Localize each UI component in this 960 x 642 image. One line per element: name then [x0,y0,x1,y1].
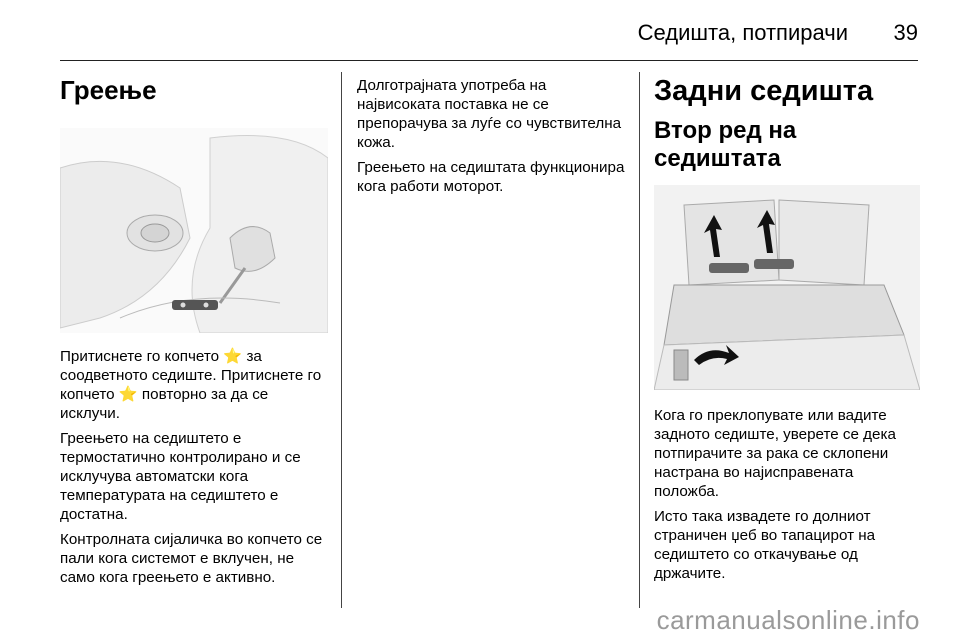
heating-paragraph-3: Контролната сијаличка во копчето се пали кога системот е вклучен, не само кога греењето е активно. [60,531,323,586]
section-heading-rear-seats: Задни седишта [654,75,874,107]
page-number: 39 [893,20,918,45]
column-divider-2 [639,72,640,608]
column-divider-1 [341,72,342,608]
heating-paragraph-2: Греењето на седиштето е термостатично контролирано и се исклучува автоматски кога температурата на седиштето е достатна. [60,430,301,523]
watermark: carmanualsonline.info [656,605,920,635]
heating-paragraph-1: Притиснете го копчето ⭐ за соодветното седиште. Притиснете го копчето ⭐ повторно за да се исклучи. [60,348,322,422]
seat-heating-illustration [60,128,328,333]
page-header [60,14,918,61]
heating-paragraph-5: Греењето на седиштата функционира кога работи моторот. [357,159,625,195]
rear-seats-paragraph-1: Кога го преклопувате или вадите задното седиште, уверете се дека потпирачите за рака се склопени настрана во најисправената положба. [654,407,896,500]
subheading-second-row: Втор ред на седиштата [654,117,797,172]
rear-seats-paragraph-2: Исто така извадете го долниот страничен џеб во тапацирот на седиштето со откачување од држачите. [654,508,876,582]
column-rear-seats [654,75,922,589]
header-title: Седишта, потпирачи [637,20,848,45]
column-heating [60,75,328,593]
heating-paragraph-4: Долготрајната употреба на највисоката поставка не се препорачува за луѓе со чувствителна кожа. [357,77,622,151]
section-heading-heating: Греење [60,75,157,105]
column-heating-continued [357,76,625,202]
rear-seats-illustration [654,185,920,390]
